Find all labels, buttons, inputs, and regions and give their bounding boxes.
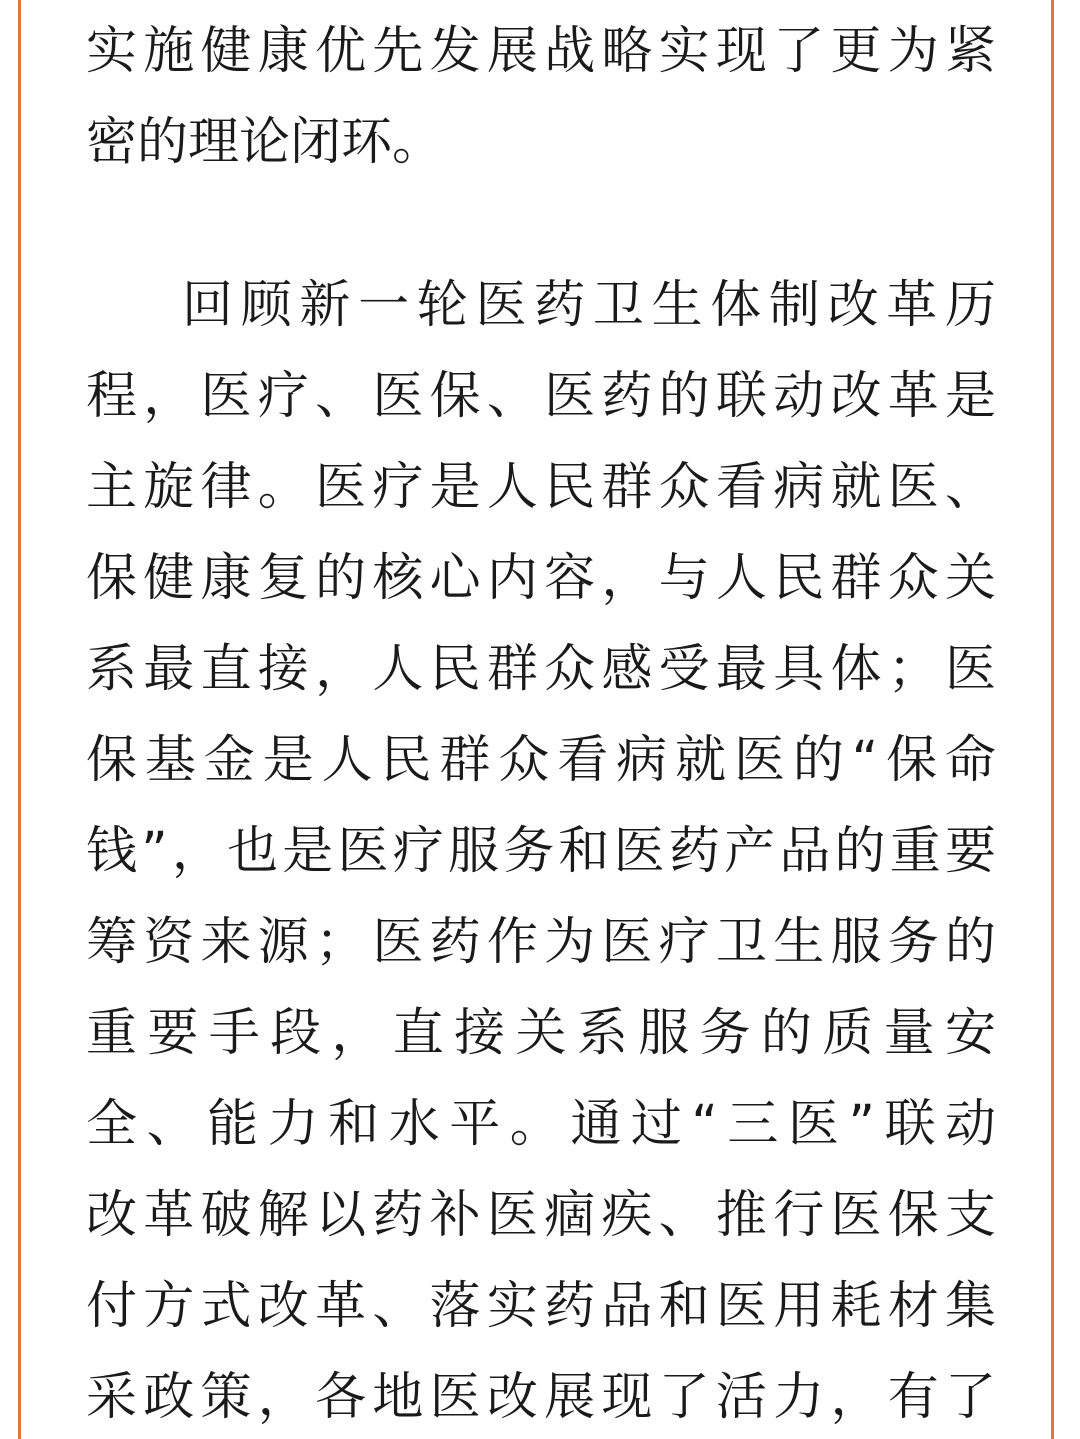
text-line: 重要手段，直接关系服务的质量安: [86, 1004, 996, 1063]
text-line: 钱”，也是医疗服务和医药产品的重要: [86, 822, 996, 881]
frame-border-right: [1051, 0, 1054, 1439]
text-line: 程，医疗、医保、医药的联动改革是: [86, 367, 996, 426]
paragraph-2: [86, 260, 996, 1439]
text-line: 保基金是人民群众看病就医的“保命: [86, 731, 996, 790]
text-line: 主旋律。医疗是人民群众看病就医、: [86, 458, 996, 517]
text-line: 系最直接，人民群众感受最具体；医: [86, 640, 996, 699]
text-line: 改革破解以药补医痼疾、推行医保支: [86, 1186, 996, 1245]
text-line: 保健康复的核心内容，与人民群众关: [86, 549, 996, 608]
text-line: 付方式改革、落实药品和医用耗材集: [86, 1277, 996, 1336]
paragraph-spacer: [86, 188, 996, 260]
frame-border-left: [18, 0, 21, 1439]
text-line: 全、能力和水平。通过“三医”联动: [86, 1095, 996, 1154]
text-line: 采政策，各地医改展现了活力，有了: [86, 1368, 996, 1427]
article-body: [86, 6, 996, 1439]
text-line: 实施健康优先发展战略实现了更为紧: [86, 22, 996, 81]
paragraph-1: [86, 6, 996, 188]
text-line: 密的理论闭环。: [86, 113, 444, 172]
text-line: 筹资来源；医药作为医疗卫生服务的: [86, 913, 996, 972]
text-line: 回顾新一轮医药卫生体制改革历: [182, 276, 996, 335]
